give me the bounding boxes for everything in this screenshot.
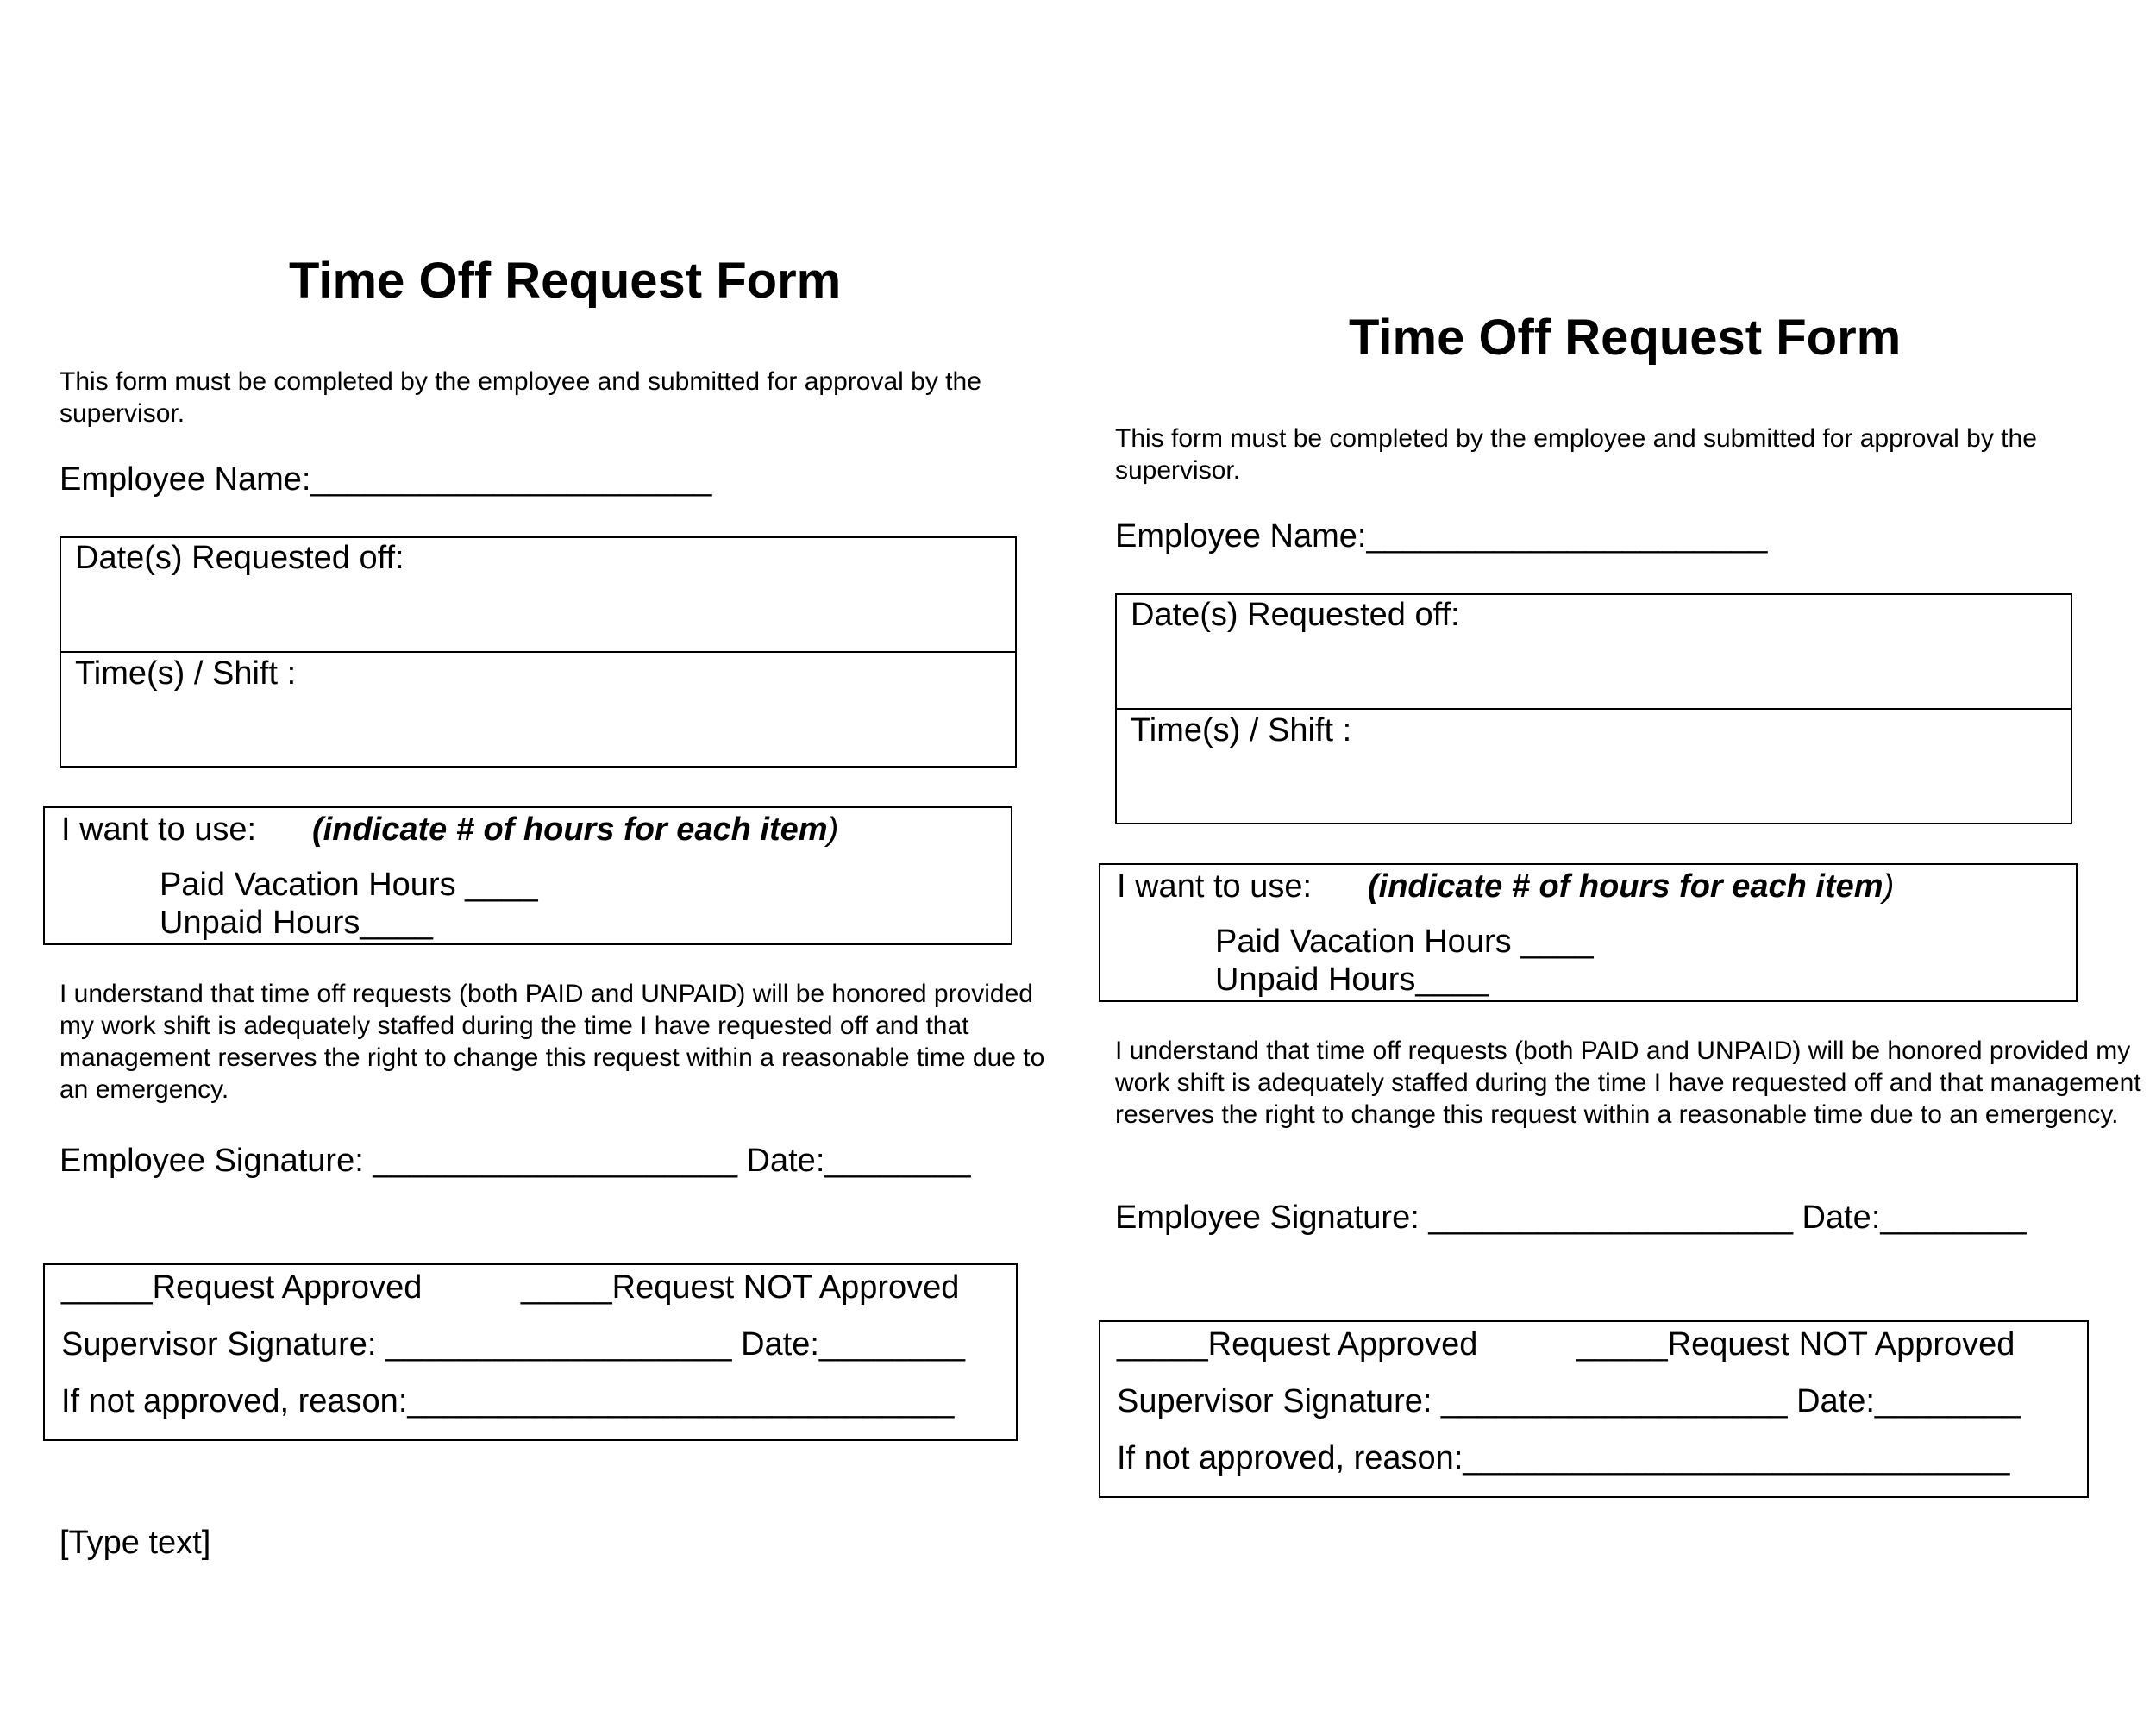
dates-times-box [60,536,1017,768]
paid-vacation-hours-field[interactable]: Paid Vacation Hours ____ [160,867,538,903]
form-intro: This form must be completed by the employee and submitted for approval by the supervisor. [60,367,981,428]
time-off-form-left [0,0,1078,1666]
time-off-form-right [1060,57,2141,1723]
request-not-approved-field[interactable]: _____Request NOT Approved [1576,1326,2015,1363]
want-to-use-label: I want to use: [1117,868,1313,905]
request-not-approved-field[interactable]: _____Request NOT Approved [521,1269,960,1306]
form-title: Time Off Request Form [289,253,842,309]
employee-name-field[interactable]: Employee Name:______________________ [60,461,712,498]
dates-requested-field[interactable]: Date(s) Requested off: [1131,597,1460,633]
understanding-statement: I understand that time off requests (both PAID and UNPAID) will be honored provided my work shift is adequately staffed during the time I have requested off and that management reserves the right to change this request within a reasonable time due to an emergency. [1115,1037,2141,1129]
employee-signature-field[interactable]: Employee Signature: ____________________ Date:________ [1115,1200,2027,1236]
times-shift-field[interactable]: Time(s) / Shift : [1131,712,1352,749]
request-approved-field[interactable]: _____Request Approved [61,1269,423,1306]
dates-times-box [1115,593,2072,824]
supervisor-signature-field[interactable]: Supervisor Signature: ___________________ Date:________ [1117,1383,2021,1419]
unpaid-hours-field[interactable]: Unpaid Hours____ [160,905,433,941]
understanding-statement: I understand that time off requests (both PAID and UNPAID) will be honored provided my work shift is adequately staffed during the time I have requested off and that management reserves the right to change this request within a reasonable time due to an emergency. [60,980,1045,1104]
want-to-use-label: I want to use: [61,811,257,848]
times-shift-field[interactable]: Time(s) / Shift : [75,655,297,692]
not-approved-reason-field[interactable]: If not approved, reason:______________________________ [61,1383,955,1419]
indicate-hours-note [312,811,838,849]
supervisor-signature-field[interactable]: Supervisor Signature: ___________________ Date:________ [61,1326,965,1363]
indicate-hours-close: ) [827,811,839,848]
paid-vacation-hours-field[interactable]: Paid Vacation Hours ____ [1215,924,1594,960]
supervisor-approval-box [43,1263,1018,1441]
unpaid-hours-field[interactable]: Unpaid Hours____ [1215,962,1489,998]
not-approved-reason-field[interactable]: If not approved, reason:______________________________ [1117,1440,2010,1476]
box-divider [61,651,1015,653]
hours-usage-box [43,806,1012,945]
indicate-hours-note [1368,868,1894,905]
request-approved-field[interactable]: _____Request Approved [1117,1326,1478,1363]
indicate-hours-text: (indicate # of hours for each item [312,811,828,848]
form-intro: This form must be completed by the employee and submitted for approval by the supervisor. [1115,424,2037,485]
dates-requested-field[interactable]: Date(s) Requested off: [75,540,404,576]
hours-usage-box [1099,863,2078,1002]
box-divider [1117,708,2071,710]
indicate-hours-close: ) [1883,868,1895,905]
employee-name-field[interactable]: Employee Name:______________________ [1115,518,1768,554]
form-title: Time Off Request Form [1349,310,1902,366]
supervisor-approval-box [1099,1320,2089,1498]
type-text-placeholder[interactable]: [Type text] [60,1525,211,1561]
employee-signature-field[interactable]: Employee Signature: ____________________ Date:________ [60,1143,971,1179]
indicate-hours-text: (indicate # of hours for each item [1368,868,1883,905]
